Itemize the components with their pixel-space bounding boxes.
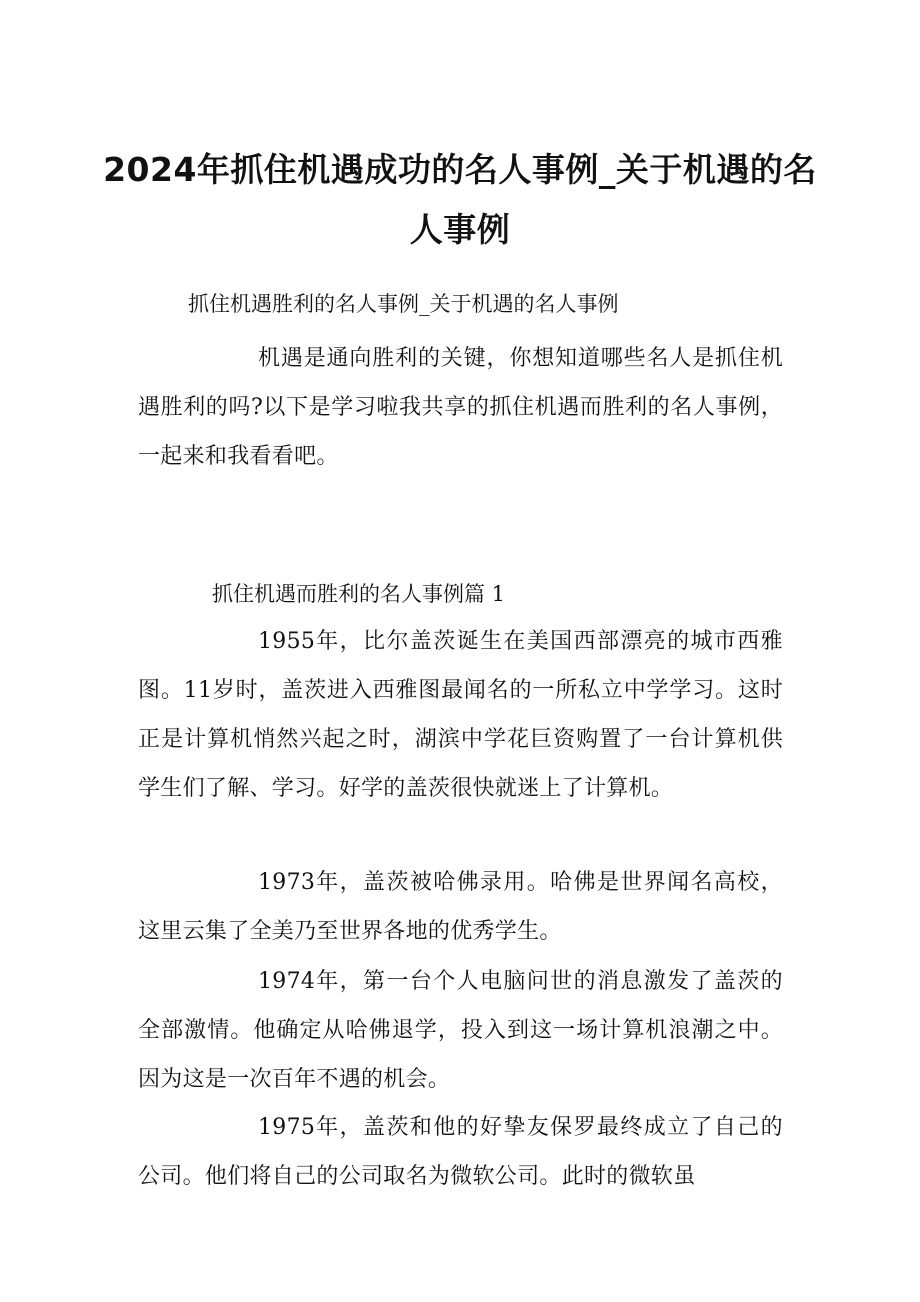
paragraph-1975: 1975年，盖茨和他的好挚友保罗最终成立了自己的公司。他们将自己的公司取名为微软公司。此时的微软虽 [138, 1115, 783, 1189]
document-title: 2024年抓住机遇成功的名人事例_关于机遇的名人事例 [103, 150, 817, 249]
paragraph-1955: 1955年，比尔盖茨诞生在美国西部漂亮的城市西雅图。11岁时，盖茨进入西雅图最闻名的一所私立中学学习。这时正是计算机悄然兴起之时，湖滨中学花巨资购置了一台计算机供学生们了解、学习。好学的盖茨很快就迷上了计算机。 [138, 629, 783, 801]
section-heading: 抓住机遇而胜利的名人事例篇 1 [212, 582, 506, 606]
intro-paragraph: 机遇是通向胜利的关键，你想知道哪些名人是抓住机遇胜利的吗?以下是学习啦我共享的抓住机遇而胜利的名人事例，一起来和我看看吧。 [138, 346, 783, 469]
document-subtitle: 抓住机遇胜利的名人事例_关于机遇的名人事例 [188, 292, 619, 316]
paragraph-1974: 1974年，第一台个人电脑问世的消息激发了盖茨的全部激情。他确定从哈佛退学，投入到这一场计算机浪潮之中。因为这是一次百年不遇的机会。 [138, 969, 783, 1092]
paragraph-1973: 1973年，盖茨被哈佛录用。哈佛是世界闻名高校，这里云集了全美乃至世界各地的优秀学生。 [138, 870, 783, 944]
